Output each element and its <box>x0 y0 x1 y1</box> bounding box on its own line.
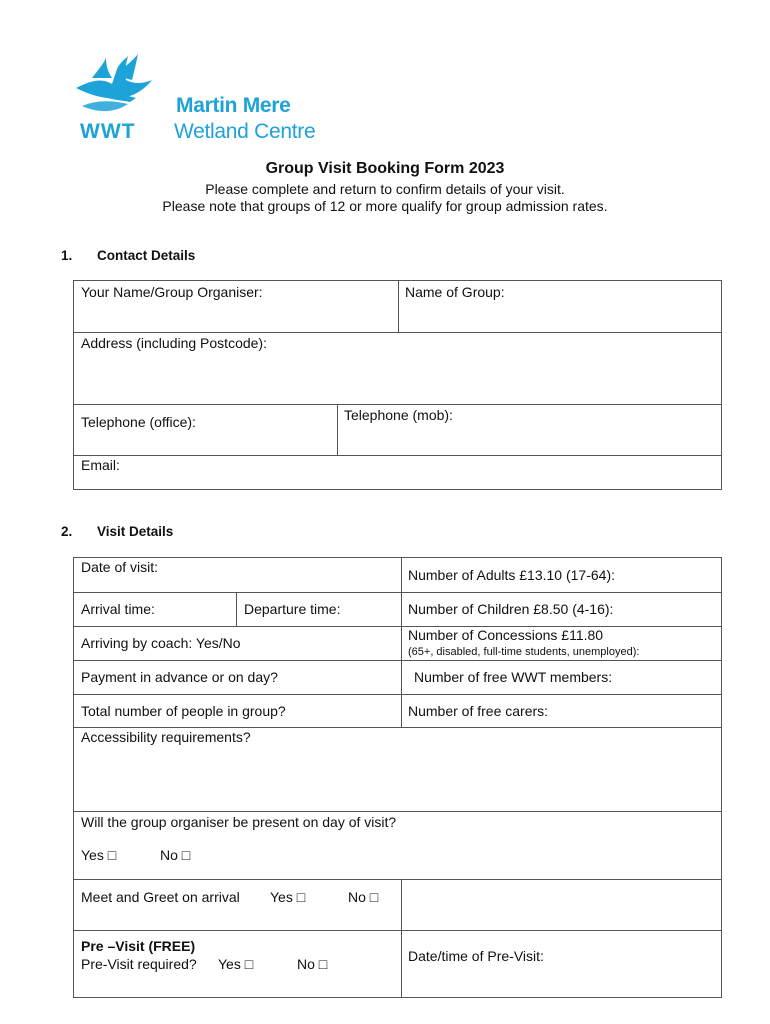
organiser-present-question: Will the group organiser be present on day of visit? <box>81 814 397 830</box>
intro-line-2: Please note that groups of 12 or more qualify for group admission rates. <box>162 198 608 214</box>
meet-greet-yes-checkbox[interactable]: Yes □ <box>270 889 306 905</box>
organiser-yes-checkbox[interactable]: Yes □ <box>81 847 117 863</box>
section-1-title: Contact Details <box>97 248 196 263</box>
children-count-field[interactable]: Number of Children £8.50 (4-16): <box>408 601 614 617</box>
section-1-number: 1. <box>61 248 73 263</box>
total-people-field[interactable]: Total number of people in group? <box>81 703 286 719</box>
accessibility-field[interactable]: Accessibility requirements? <box>81 729 251 745</box>
telephone-office-field[interactable]: Telephone (office): <box>81 414 196 430</box>
arrival-time-field[interactable]: Arrival time: <box>81 601 155 617</box>
brand-name: Martin Mere <box>176 94 291 117</box>
organiser-no-checkbox[interactable]: No □ <box>160 847 191 863</box>
adults-count-field[interactable]: Number of Adults £13.10 (17-64): <box>408 567 616 583</box>
brand-subtitle: Wetland Centre <box>174 120 316 143</box>
carers-count-field[interactable]: Number of free carers: <box>408 703 549 719</box>
visit-details-table <box>73 557 722 998</box>
meet-greet-label: Meet and Greet on arrival <box>81 889 240 905</box>
telephone-mobile-field[interactable]: Telephone (mob): <box>344 407 453 423</box>
wwt-members-field[interactable]: Number of free WWT members: <box>414 669 613 685</box>
name-organiser-field[interactable]: Your Name/Group Organiser: <box>81 284 263 300</box>
section-2-heading <box>61 524 261 542</box>
date-of-visit-field[interactable]: Date of visit: <box>81 559 159 575</box>
payment-field[interactable]: Payment in advance or on day? <box>81 669 278 685</box>
intro-line-1: Please complete and return to confirm details of your visit. <box>205 181 565 197</box>
arriving-by-coach-field[interactable]: Arriving by coach: Yes/No <box>81 635 241 651</box>
section-1-heading <box>61 248 261 266</box>
concessions-note: (65+, disabled, full-time students, unemployed): <box>408 646 640 658</box>
previsit-yes-checkbox[interactable]: Yes □ <box>218 956 254 972</box>
previsit-no-checkbox[interactable]: No □ <box>297 956 328 972</box>
wwt-logo <box>72 50 352 150</box>
swans-logo-icon <box>72 50 172 130</box>
meet-greet-no-checkbox[interactable]: No □ <box>348 889 379 905</box>
group-name-field[interactable]: Name of Group: <box>405 284 505 300</box>
brand-mark: WWT <box>80 120 136 143</box>
previsit-title: Pre –Visit (FREE) <box>81 938 196 954</box>
email-field[interactable]: Email: <box>81 457 120 473</box>
contact-details-table <box>73 280 722 490</box>
section-2-title: Visit Details <box>97 524 174 539</box>
concessions-count-field[interactable]: Number of Concessions £11.80 <box>408 627 604 643</box>
section-2-number: 2. <box>61 524 73 539</box>
form-title: Group Visit Booking Form 2023 <box>265 160 505 177</box>
previsit-required-label: Pre-Visit required? <box>81 956 197 972</box>
previsit-datetime-field[interactable]: Date/time of Pre-Visit: <box>408 948 544 964</box>
address-field[interactable]: Address (including Postcode): <box>81 335 267 351</box>
departure-time-field[interactable]: Departure time: <box>244 601 341 617</box>
